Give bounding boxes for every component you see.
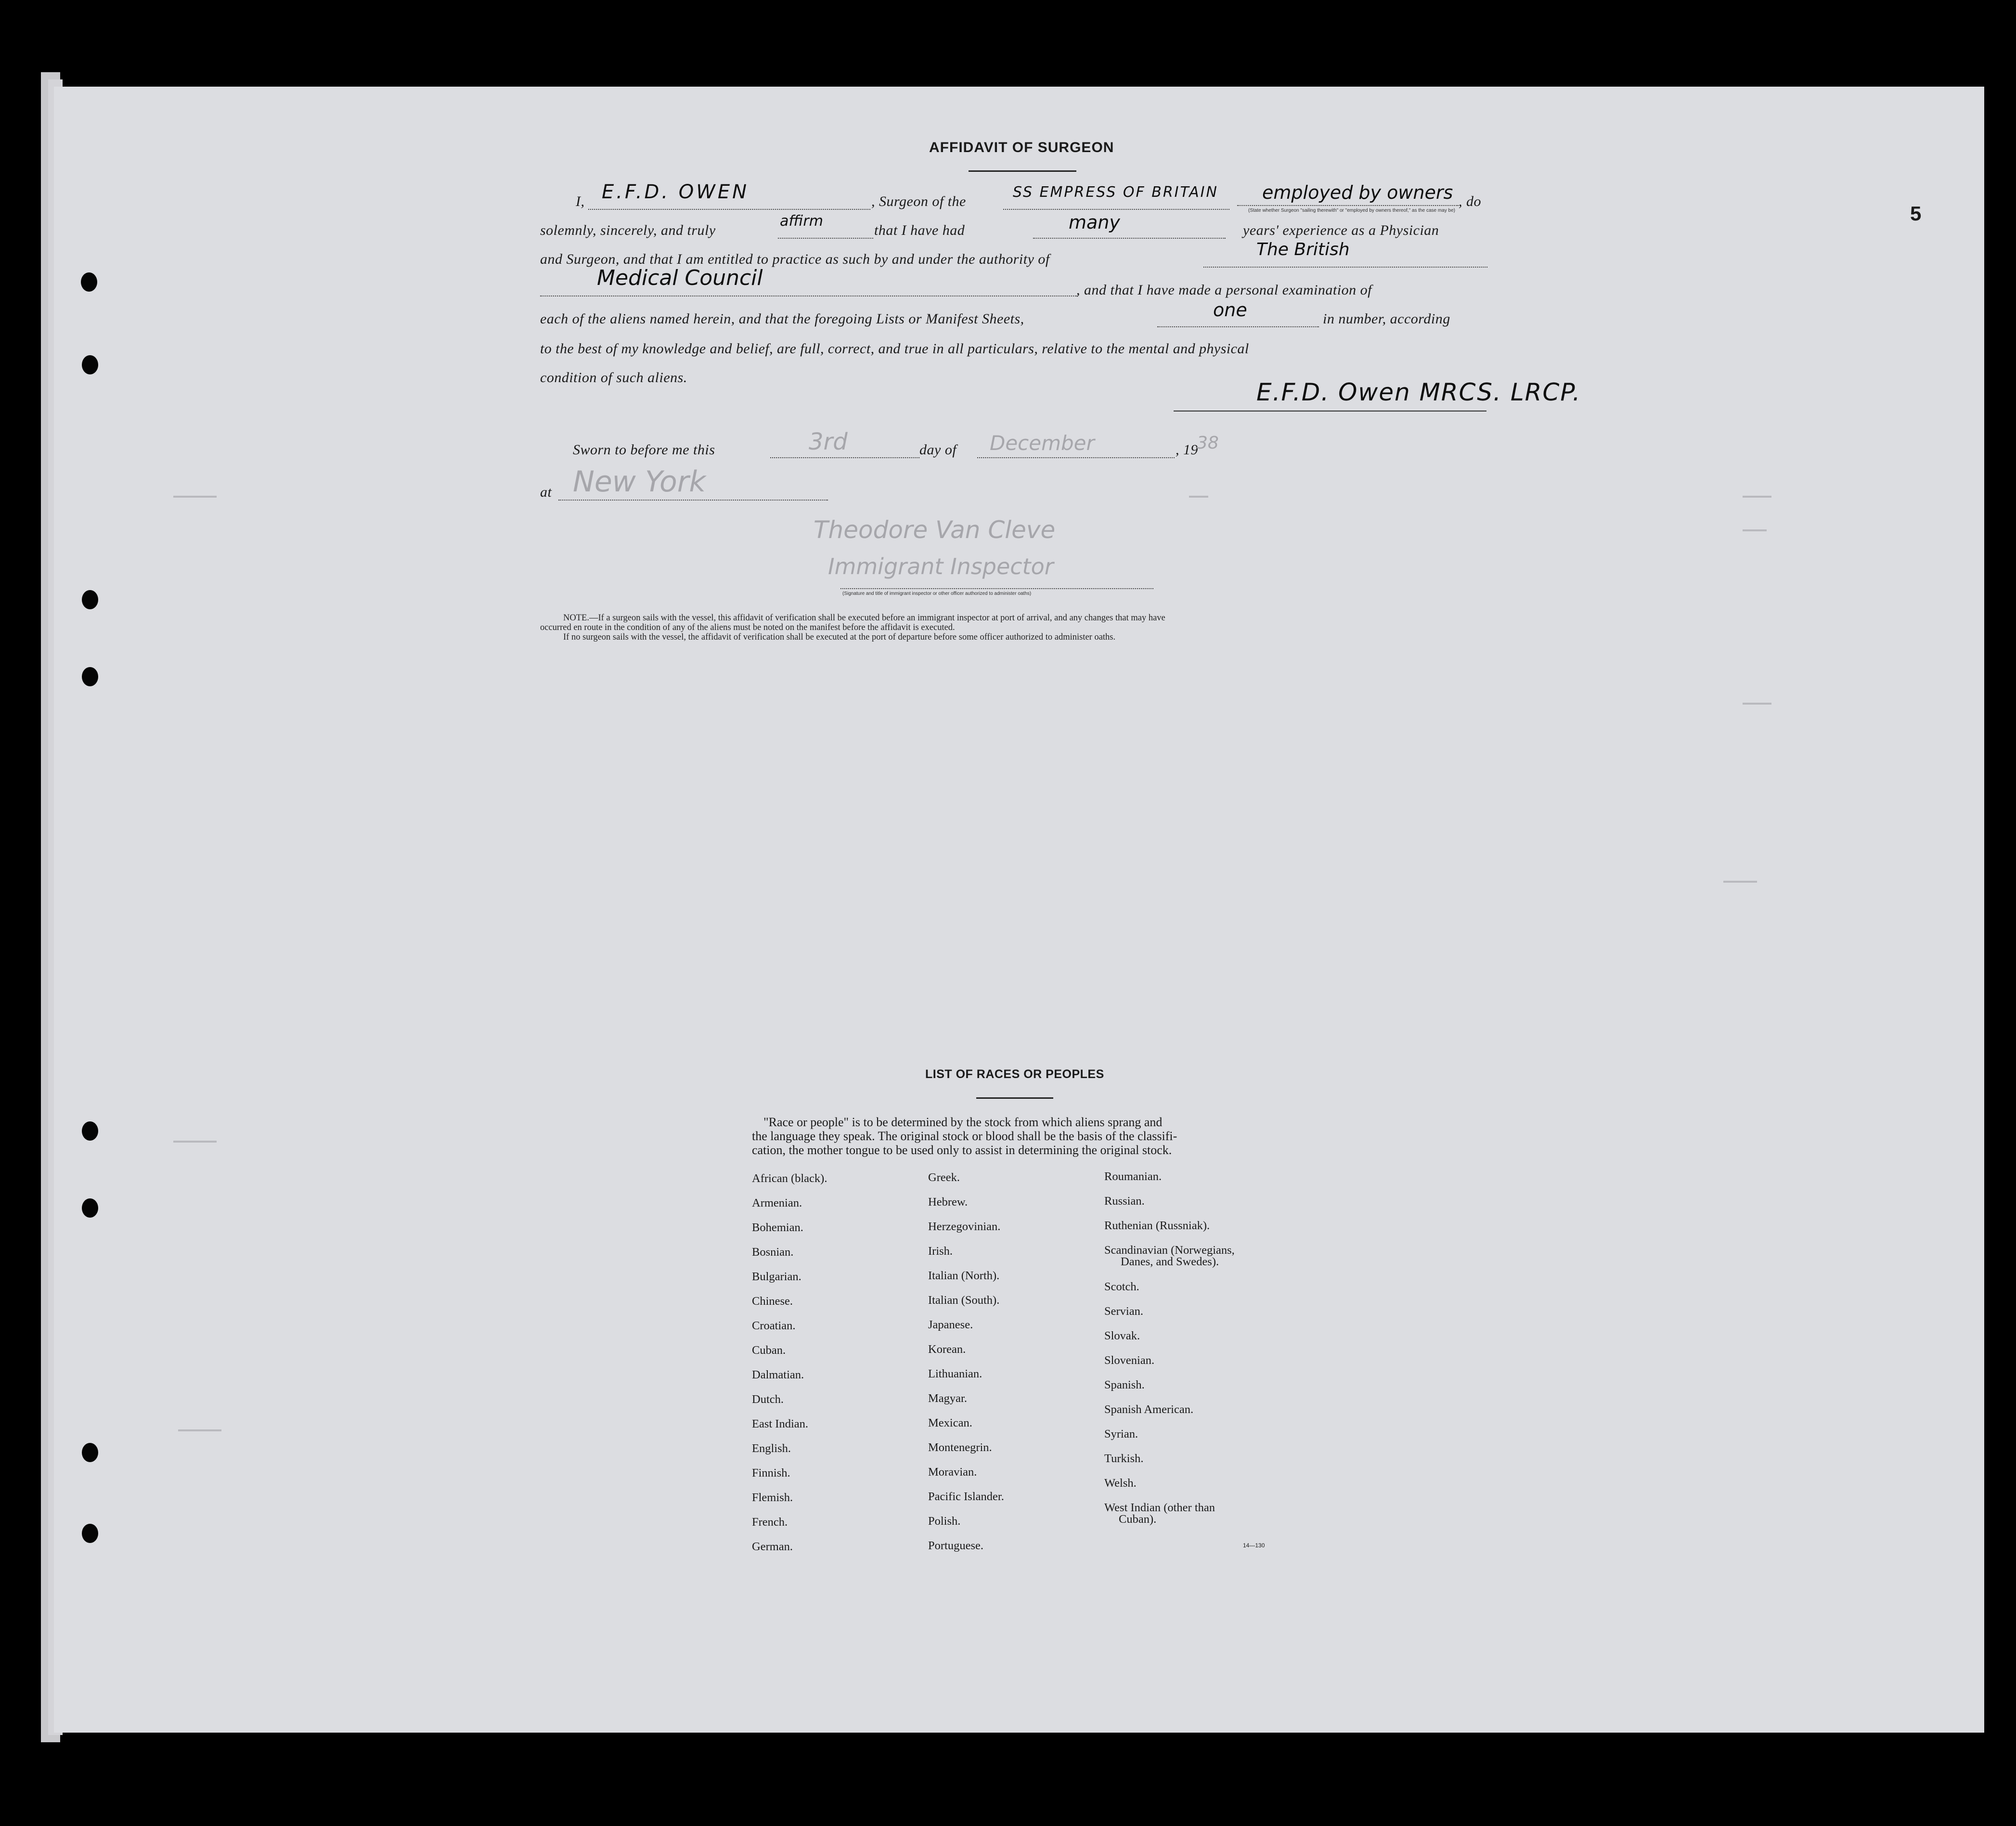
affidavit-line2-lead: solemnly, sincerely, and truly: [540, 222, 716, 238]
race-item: Italian (North).: [928, 1269, 1000, 1282]
place-handwritten: New York: [573, 465, 706, 499]
year-handwritten: 38: [1197, 433, 1219, 453]
race-item: Montenegrin.: [928, 1441, 992, 1454]
race-item: Mexican.: [928, 1416, 972, 1429]
race-item: Italian (South).: [928, 1294, 1000, 1307]
race-item: Slovenian.: [1104, 1354, 1155, 1367]
race-item: Syrian.: [1104, 1427, 1138, 1440]
inspector-title: Immigrant Inspector: [828, 553, 1054, 579]
note-line-2: occurred en route in the condition of any of the aliens must be noted on the manifest before the affidavit is executed.: [540, 623, 955, 632]
punch-hole: [82, 1443, 98, 1462]
sworn-lead: Sworn to before me this: [573, 442, 715, 458]
punch-hole: [82, 355, 98, 374]
authority-handwritten-2: Medical Council: [597, 266, 763, 290]
race-item-continuation: Cuban).: [1119, 1513, 1157, 1526]
surgeon-signature: E.F.D. Owen MRCS. LRCP.: [1256, 378, 1581, 406]
races-intro-line: the language they speak. The original stock or blood shall be the basis of the classifi-: [752, 1129, 1177, 1143]
race-item: Portuguese.: [928, 1539, 983, 1552]
race-item: Armenian.: [752, 1196, 802, 1209]
month-handwritten: December: [990, 431, 1095, 455]
race-item: Korean.: [928, 1343, 966, 1356]
race-item: German.: [752, 1540, 793, 1553]
race-item: Lithuanian.: [928, 1367, 982, 1380]
affidavit-line1-lead: I,: [576, 193, 585, 209]
surgeon-of-label: , Surgeon of the: [871, 193, 966, 209]
authority-blank-1: [1203, 266, 1487, 268]
races-intro: [752, 1115, 1277, 1157]
note-line-1: NOTE.—If a surgeon sails with the vessel, this affidavit of verification shall be executed before an immigrant inspector at port of arrival, and any changes that may have: [563, 613, 1165, 623]
race-item: Dutch.: [752, 1393, 784, 1406]
race-item: East Indian.: [752, 1417, 809, 1430]
day-handwritten: 3rd: [809, 428, 848, 455]
year-prefix: , 19: [1176, 442, 1198, 458]
punch-hole: [82, 1524, 98, 1543]
affidavit-title: AFFIDAVIT OF SURGEON: [929, 140, 1114, 155]
race-item: Magyar.: [928, 1392, 967, 1405]
ship-blank: [1003, 208, 1229, 210]
inspector-caption: (Signature and title of immigrant inspector or other officer authorized to administer oaths): [842, 591, 1032, 596]
day-of-label: day of: [919, 442, 957, 458]
bleed-through-mark: [173, 496, 217, 498]
day-blank: [770, 456, 919, 458]
employment-note: (State whether Surgeon "sailing therewith" or "employed by owners thereof," as the case may be): [1248, 208, 1455, 213]
race-item: French.: [752, 1516, 788, 1529]
race-item: Slovak.: [1104, 1329, 1140, 1342]
inspector-line: [840, 587, 1153, 589]
race-item: Greek.: [928, 1171, 960, 1184]
bleed-through-mark: [1723, 881, 1757, 883]
race-item: Japanese.: [928, 1318, 973, 1331]
race-item: English.: [752, 1442, 791, 1455]
race-item: Servian.: [1104, 1305, 1143, 1318]
race-item: Flemish.: [752, 1491, 793, 1504]
race-item: Spanish American.: [1104, 1403, 1194, 1416]
affidavit-line2-tail: years' experience as a Physician: [1243, 222, 1439, 238]
race-item: Bulgarian.: [752, 1270, 801, 1283]
authority-handwritten-1: The British: [1256, 240, 1350, 259]
affidavit-line3-lead: and Surgeon, and that I am entitled to practice as such by and under the authority of: [540, 251, 1050, 267]
races-intro-line: cation, the mother tongue to be used only to assist in determining the original stock.: [752, 1143, 1172, 1157]
employment-handwritten: employed by owners: [1262, 182, 1453, 203]
race-item: Welsh.: [1104, 1477, 1137, 1490]
race-item: Herzegovinian.: [928, 1220, 1001, 1233]
affidavit-line5-lead: each of the aliens named herein, and that the foregoing Lists or Manifest Sheets,: [540, 311, 1024, 327]
race-item: Chinese.: [752, 1295, 793, 1308]
oath-blank: [778, 237, 873, 239]
bleed-through-mark: [1743, 496, 1771, 498]
races-title: LIST OF RACES OR PEOPLES: [925, 1067, 1104, 1081]
affidavit-line2-mid: that I have had: [874, 222, 965, 238]
sheets-handwritten: one: [1213, 299, 1247, 321]
punch-hole: [82, 667, 98, 686]
race-item: West Indian (other than: [1104, 1501, 1215, 1514]
bleed-through-mark: [1743, 529, 1767, 531]
race-item: Scandinavian (Norwegians,: [1104, 1244, 1235, 1257]
race-item: Polish.: [928, 1515, 961, 1528]
name-blank: [588, 208, 870, 210]
bleed-through-mark: [1189, 496, 1208, 498]
at-label: at: [540, 484, 552, 500]
years-blank: [1033, 237, 1226, 239]
page-number: 5: [1910, 202, 1922, 225]
race-item: Ruthenian (Russniak).: [1104, 1219, 1210, 1232]
inspector-signature: Theodore Van Cleve: [814, 516, 1056, 544]
punch-hole: [81, 272, 97, 292]
place-blank: [558, 499, 828, 501]
affidavit-line7: condition of such aliens.: [540, 370, 687, 386]
race-item: Bosnian.: [752, 1246, 794, 1259]
races-title-rule: [976, 1097, 1053, 1099]
punch-hole: [82, 1121, 98, 1141]
race-item: Finnish.: [752, 1466, 790, 1479]
race-item: Irish.: [928, 1245, 953, 1258]
races-intro-line: "Race or people" is to be determined by the stock from which aliens sprang and: [763, 1115, 1163, 1129]
years-handwritten: many: [1069, 212, 1120, 233]
race-item: Bohemian.: [752, 1221, 803, 1234]
note-line-3: If no surgeon sails with the vessel, the affidavit of verification shall be executed at the port of departure before some officer authorized to administer oaths.: [563, 632, 1116, 642]
title-rule: [969, 170, 1076, 172]
employment-blank: [1237, 204, 1459, 206]
race-item: Moravian.: [928, 1466, 977, 1479]
sheets-blank: [1157, 325, 1319, 327]
punch-hole: [82, 1198, 98, 1218]
affidavit-line5-tail: in number, according: [1323, 311, 1450, 327]
race-item: Cuban.: [752, 1344, 786, 1357]
oath-word-handwritten: affirm: [780, 213, 823, 230]
document-sheet: [54, 87, 1984, 1733]
race-item: Dalmatian.: [752, 1368, 804, 1381]
bleed-through-mark: [1743, 703, 1771, 705]
ship-name-handwritten: SS EMPRESS OF BRITAIN: [1013, 184, 1218, 201]
race-item: Spanish.: [1104, 1378, 1145, 1391]
race-item: Roumanian.: [1104, 1170, 1162, 1183]
do-label: , do: [1459, 193, 1481, 209]
authority-blank-2: [540, 295, 1077, 296]
race-item-continuation: Danes, and Swedes).: [1121, 1255, 1219, 1268]
race-item: Turkish.: [1104, 1452, 1144, 1465]
affidavit-line4-tail: , and that I have made a personal examination of: [1076, 282, 1372, 298]
race-item: African (black).: [752, 1172, 827, 1185]
race-item: Pacific Islander.: [928, 1490, 1004, 1503]
affidavit-line6: to the best of my knowledge and belief, are full, correct, and true in all particulars, relative to the mental and physical: [540, 341, 1249, 357]
race-item: Hebrew.: [928, 1196, 968, 1209]
surgeon-name-handwritten: E.F.D. OWEN: [602, 181, 750, 203]
race-item: Scotch.: [1104, 1280, 1139, 1293]
form-number: 14—130: [1243, 1542, 1265, 1549]
bleed-through-mark: [173, 1141, 217, 1143]
bleed-through-mark: [178, 1429, 221, 1431]
race-item: Russian.: [1104, 1195, 1145, 1208]
month-blank: [977, 456, 1175, 458]
punch-hole: [82, 590, 98, 609]
race-item: Croatian.: [752, 1319, 796, 1332]
